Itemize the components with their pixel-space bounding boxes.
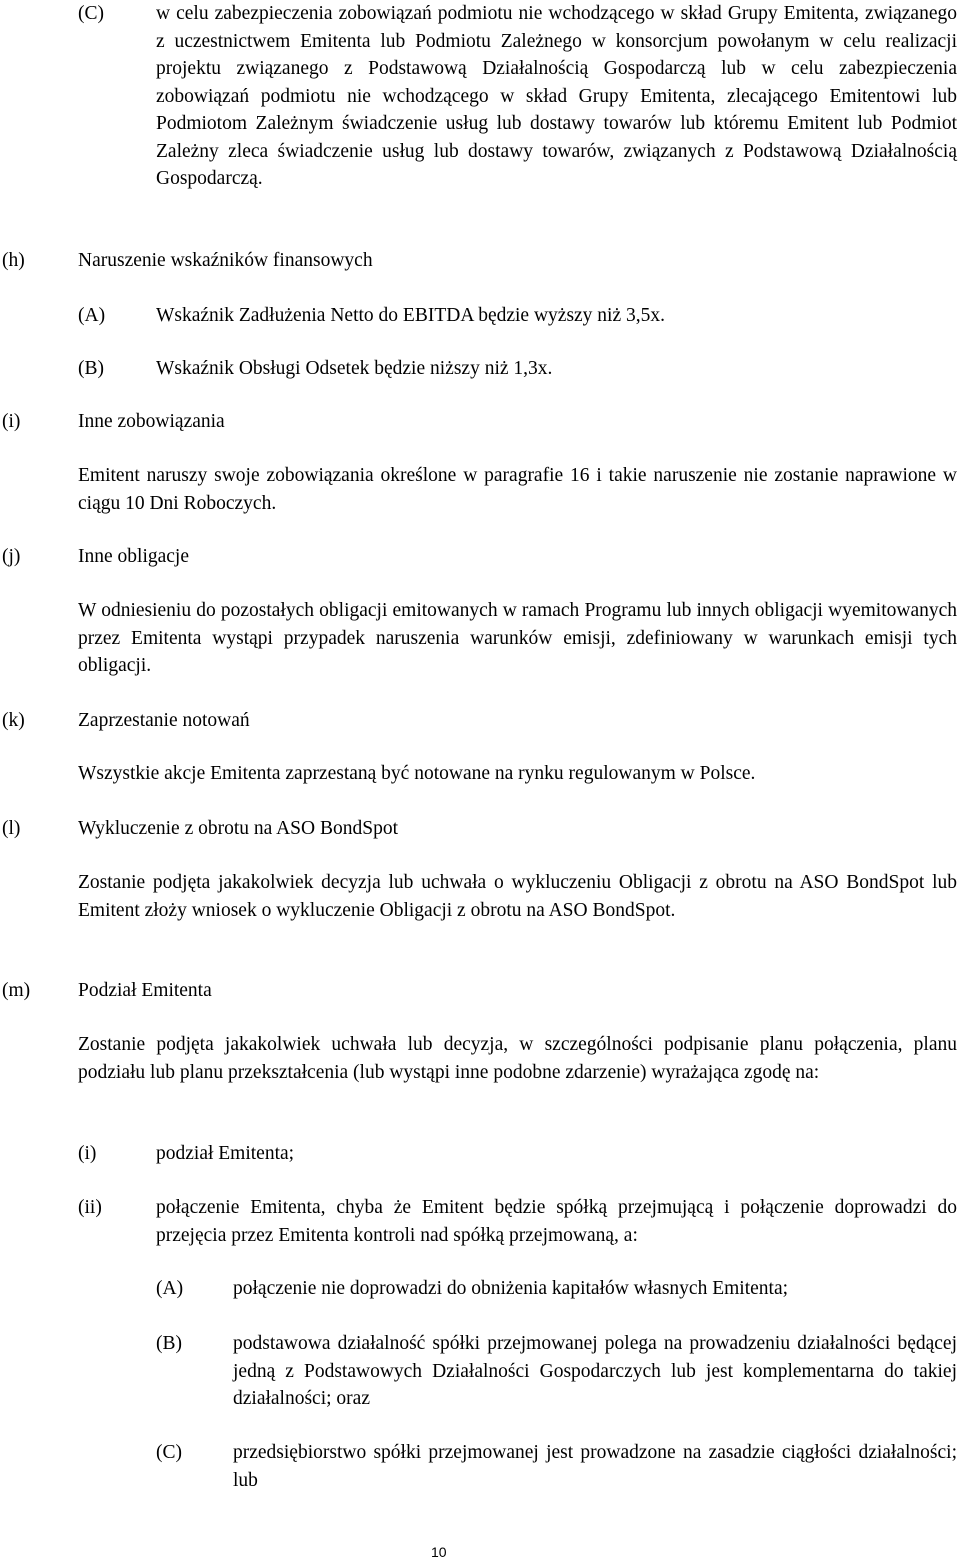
item-label-C: (C) — [78, 3, 104, 24]
item-text-h-A: Wskaźnik Zadłużenia Netto do EBITDA będzie wyższy niż 3,5x. — [156, 305, 666, 326]
item-label-h-B: (B) — [78, 358, 104, 379]
item-text-m-i: podział Emitenta; — [156, 1143, 295, 1164]
section-label-l: (l) — [2, 818, 21, 839]
subitem-label-A: (A) — [156, 1278, 184, 1299]
item-label-m-i: (i) — [78, 1143, 97, 1164]
section-label-k: (k) — [2, 710, 25, 731]
page-number: 10 — [431, 1544, 447, 1560]
section-label-h: (h) — [2, 250, 25, 271]
subitem-text-A: połączenie nie doprowadzi do obniżenia kapitałów własnych Emitenta; — [233, 1278, 789, 1299]
section-body-i: Emitent naruszy swoje zobowiązania określone w paragrafie 16 i takie naruszenie nie zostanie naprawione w ciągu 10 Dni Roboczych. — [78, 465, 957, 514]
section-title-k: Zaprzestanie notowań — [78, 710, 250, 731]
section-label-m: (m) — [2, 980, 31, 1001]
section-title-i: Inne zobowiązania — [78, 411, 225, 432]
subitem-text-B: podstawowa działalność spółki przejmowanej polega na prowadzeniu działalności będącej jedną z Podstawowych Działalności Gospodarczych lub jest komplementarna do takiej działalności; oraz — [233, 1333, 957, 1409]
section-body-m: Zostanie podjęta jakakolwiek uchwała lub decyzja, w szczególności podpisanie planu połączenia, planu podziału lub planu przekształcenia (lub wystąpi inne podobne zdarzenie) wyrażająca zgodę na: — [78, 1034, 957, 1083]
section-label-i: (i) — [2, 411, 21, 432]
section-label-j: (j) — [2, 546, 21, 567]
section-body-j: W odniesieniu do pozostałych obligacji emitowanych w ramach Programu lub innych obligacji wyemitowanych przez Emitenta wystąpi przypadek naruszenia warunków emisji, zdefiniowany w warunkach emisji tych obligacji. — [78, 600, 957, 676]
subitem-label-C: (C) — [156, 1442, 182, 1463]
subitem-label-B: (B) — [156, 1333, 182, 1354]
section-title-j: Inne obligacje — [78, 546, 189, 567]
section-title-h: Naruszenie wskaźników finansowych — [78, 250, 373, 271]
item-text-C: w celu zabezpieczenia zobowiązań podmiotu nie wchodzącego w skład Grupy Emitenta, związanego z uczestnictwem Emitenta lub Podmiotu Zależnego w konsorcjum powołanym w celu realizacji projektu związanego z Podstawową Działalnością Gospodarczą lub w celu zabezpieczenia zobowiązań podmiotu nie wchodzącego w skład Grupy Emitenta, zlecającego Emitentowi lub Podmiotom Zależnym świadczenie usług lub dostawy towarów lub któremu Emitent lub Podmiot Zależny zleca świadczenie usług lub dostawy towarów, związanych z Podstawową Działalnością Gospodarczą. — [156, 3, 957, 189]
item-text-h-B: Wskaźnik Obsługi Odsetek będzie niższy niż 1,3x. — [156, 358, 553, 379]
subitem-text-C: przedsiębiorstwo spółki przejmowanej jest prowadzone na zasadzie ciągłości działalności; lub — [233, 1442, 957, 1491]
section-title-l: Wykluczenie z obrotu na ASO BondSpot — [78, 818, 398, 839]
item-text-m-ii: połączenie Emitenta, chyba że Emitent będzie spółką przejmującą i połączenie doprowadzi do przejęcia przez Emitenta kontroli nad spółką przejmowaną, a: — [156, 1197, 957, 1246]
section-body-l: Zostanie podjęta jakakolwiek decyzja lub uchwała o wykluczeniu Obligacji z obrotu na ASO BondSpot lub Emitent złoży wniosek o wykluczenie Obligacji z obrotu na ASO BondSpot. — [78, 872, 957, 921]
item-label-h-A: (A) — [78, 305, 106, 326]
section-title-m: Podział Emitenta — [78, 980, 212, 1001]
section-body-k: Wszystkie akcje Emitenta zaprzestaną być notowane na rynku regulowanym w Polsce. — [78, 763, 756, 784]
item-label-m-ii: (ii) — [78, 1197, 102, 1218]
